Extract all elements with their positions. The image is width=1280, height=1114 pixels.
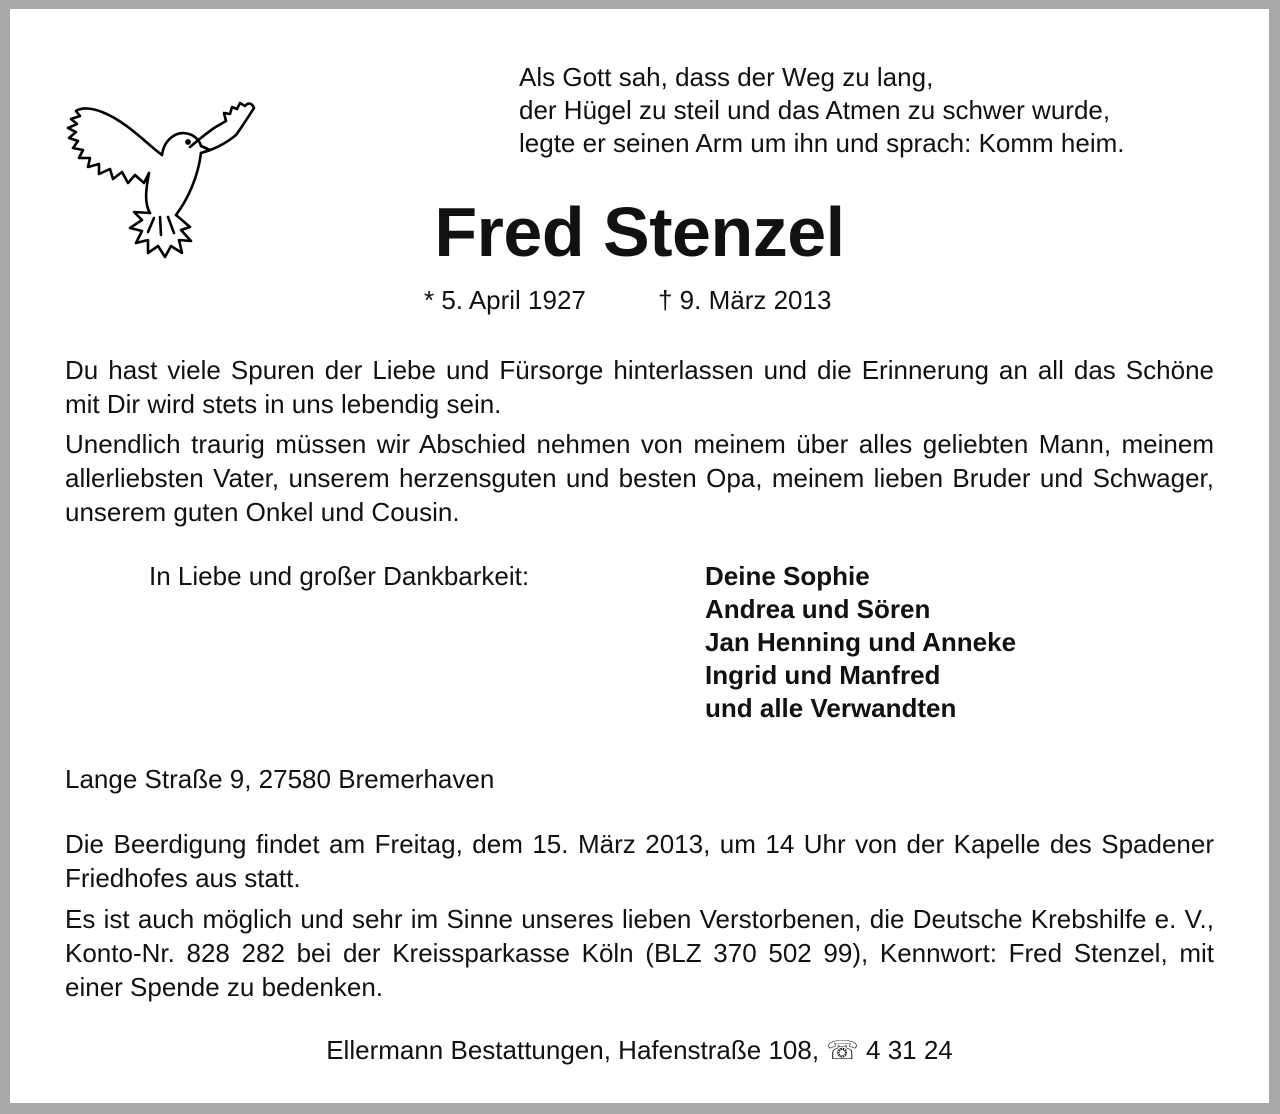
mourner-name: Andrea und Sören	[705, 594, 931, 624]
mourner-name: Ingrid und Manfred	[705, 660, 941, 690]
paragraph-beerdigung: Die Beerdigung findet am Freitag, dem 15. März 2013, um 14 Uhr von der Kapelle des Spadener Friedhofes aus statt.	[65, 829, 1214, 893]
obituary-card	[10, 9, 1269, 1103]
mourner-name: Deine Sophie	[705, 561, 870, 591]
motto-line: legte er seinen Arm um ihn und sprach: Komm heim.	[519, 128, 1125, 158]
paragraph-spuren: Du hast viele Spuren der Liebe und Fürsorge hinterlassen und die Erinnerung an all das Schöne mit Dir wird stets in uns lebendig sein.	[65, 355, 1214, 419]
motto-poem	[519, 61, 1125, 160]
motto-line: Als Gott sah, dass der Weg zu lang,	[519, 62, 934, 92]
birth-date: * 5. April 1927	[424, 285, 586, 315]
motto-line: der Hügel zu steil und das Atmen zu schwer wurde,	[519, 95, 1111, 125]
mourner-name: und alle Verwandten	[705, 693, 957, 723]
mourners-list	[705, 560, 1016, 725]
deceased-name: Fred Stenzel	[434, 193, 845, 271]
paragraph-abschied: Unendlich traurig müssen wir Abschied nehmen von meinem über alles geliebten Mann, meinem allerliebsten Vater, unserem herzensguten und besten Opa, meinem lieben Bruder und Schwager, unserem guten Onkel und Cousin.	[65, 429, 1214, 527]
death-date: † 9. März 2013	[658, 285, 832, 315]
mourner-name: Jan Henning und Anneke	[705, 627, 1017, 657]
paragraph-spende: Es ist auch möglich und sehr im Sinne unseres lieben Verstorbenen, die Deutsche Krebshilfe e. V., Konto-Nr. 828 282 bei der Kreissparkasse Köln (BLZ 370 502 99), Kennwort: Fred Stenzel, mit einer Spende zu bedenken.	[65, 904, 1214, 1002]
mourners-intro: In Liebe und großer Dankbarkeit:	[149, 561, 530, 591]
funeral-home-footer: Ellermann Bestattungen, Hafenstraße 108, ☏ 4 31 24	[326, 1035, 953, 1065]
family-address: Lange Straße 9, 27580 Bremerhaven	[65, 764, 495, 794]
